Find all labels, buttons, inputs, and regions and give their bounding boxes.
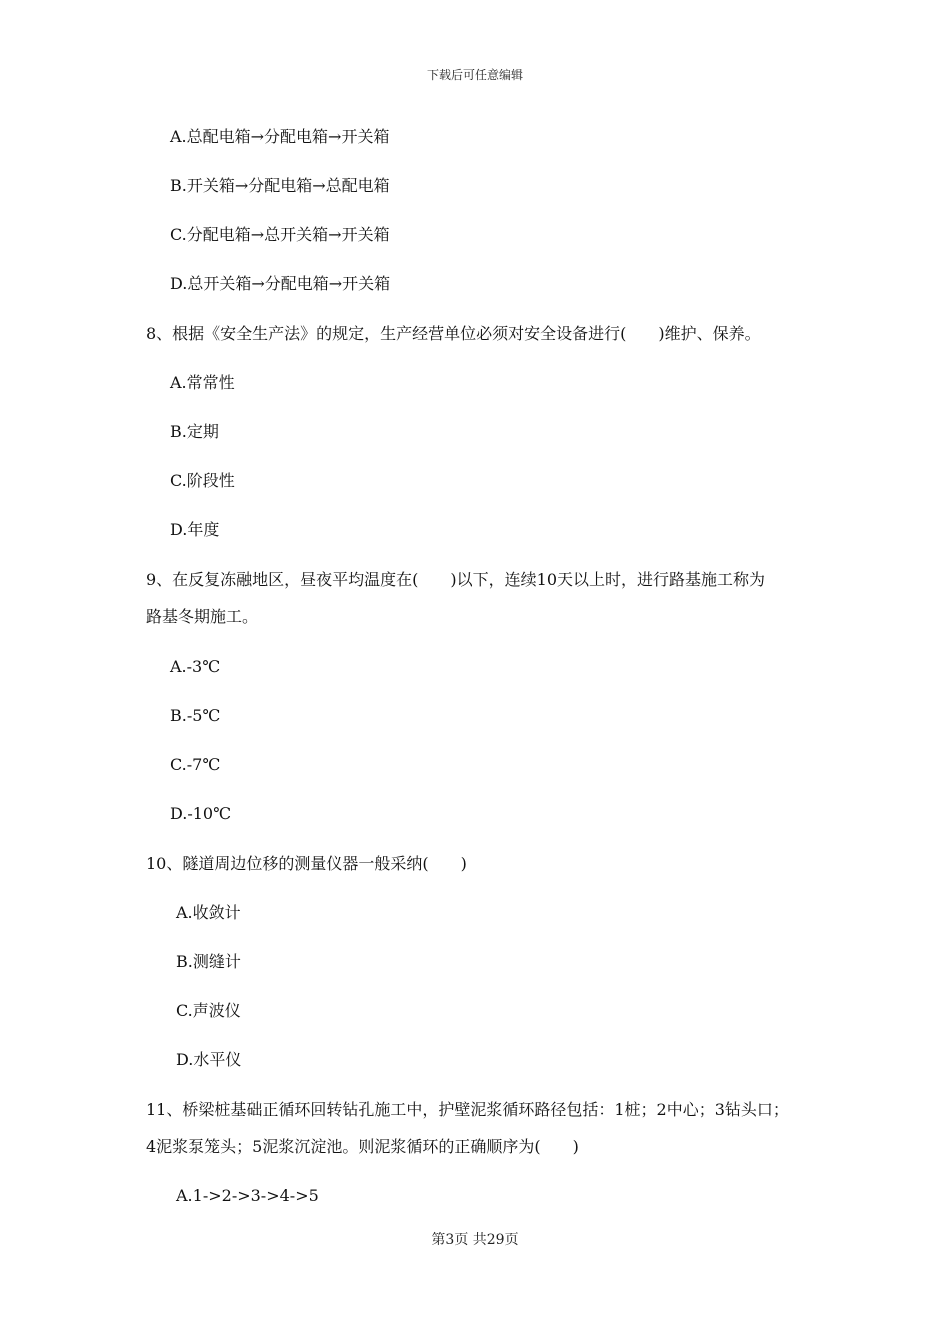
q7-option-b: B.开关箱→分配电箱→总配电箱 xyxy=(170,176,390,195)
q10-option-c: C.声波仪 xyxy=(176,1001,241,1020)
page-header: 下载后可任意编辑 xyxy=(426,68,523,82)
q10-option-a: A.收敛计 xyxy=(176,903,241,922)
q10-stem: 10、隧道周边位移的测量仪器一般采纳( ) xyxy=(146,854,467,873)
q7-option-d: D.总开关箱→分配电箱→开关箱 xyxy=(170,274,391,293)
q9-option-d: D.-10℃ xyxy=(170,804,232,823)
q10-option-b: B.测缝计 xyxy=(176,952,241,971)
q8-option-c: C.阶段性 xyxy=(170,471,235,490)
q11-option-a: A.1->2->3->4->5 xyxy=(176,1186,319,1205)
q7-option-a: A.总配电箱→分配电箱→开关箱 xyxy=(170,127,390,146)
q9-option-c: C.-7℃ xyxy=(170,755,221,774)
q8-option-a: A.常常性 xyxy=(170,373,235,392)
q9-option-a: A.-3℃ xyxy=(170,657,221,676)
q9-option-b: B.-5℃ xyxy=(170,706,221,725)
q8-option-b: B.定期 xyxy=(170,422,219,441)
q8-stem: 8、根据《安全生产法》的规定，生产经营单位必须对安全设备进行( )维护、保养。 xyxy=(146,324,761,343)
q8-option-d: D.年度 xyxy=(170,520,220,539)
q10-option-d: D.水平仪 xyxy=(176,1050,242,1069)
page-footer: 第3页 共29页 xyxy=(431,1232,519,1248)
q9-stem-line2: 路基冬期施工。 xyxy=(146,607,259,626)
q7-option-c: C.分配电箱→总开关箱→开关箱 xyxy=(170,225,390,244)
q9-stem-line1: 9、在反复冻融地区，昼夜平均温度在( )以下，连续10天以上时，进行路基施工称为 xyxy=(146,570,766,589)
q11-stem-line2: 4泥浆泵笼头；5泥浆沉淀池。则泥浆循环的正确顺序为( ) xyxy=(146,1137,579,1156)
q11-stem-line1: 11、桥梁桩基础正循环回转钻孔施工中，护壁泥浆循环路径包括：1桩；2中心；3钻头口； xyxy=(146,1100,789,1119)
